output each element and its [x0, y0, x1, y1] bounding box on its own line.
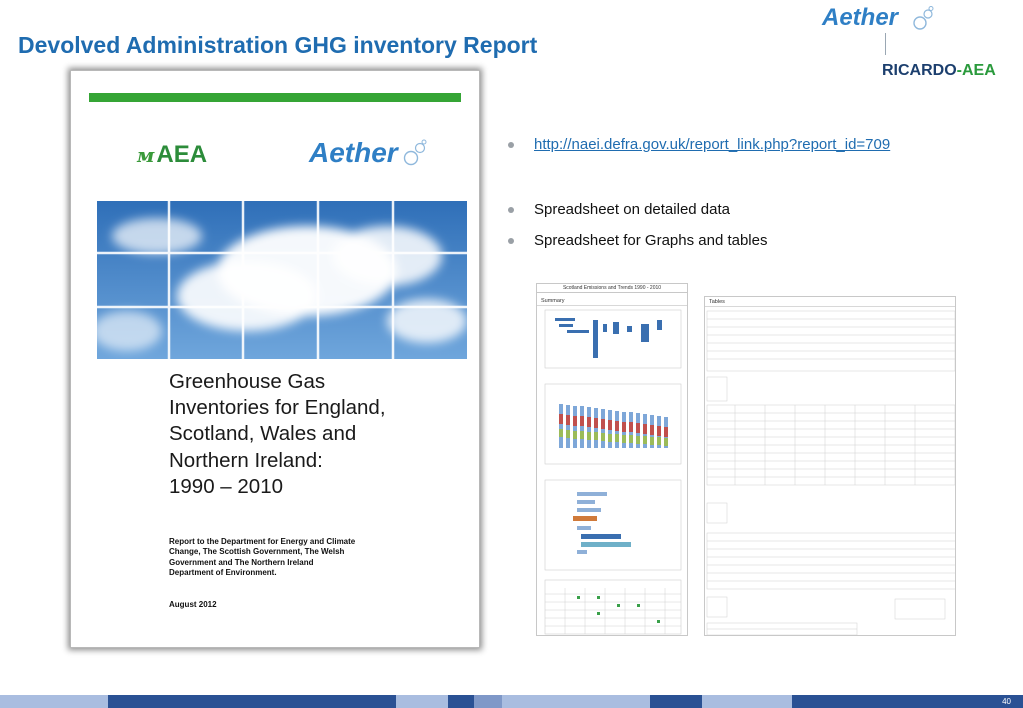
- cover-aea-text: AEA: [156, 141, 208, 168]
- page-number: 40: [1002, 697, 1011, 706]
- cover-aea-logo: [137, 141, 207, 169]
- bullet-list: [506, 136, 1006, 263]
- report-cover-image: [70, 70, 480, 648]
- cover-green-bar: [89, 93, 461, 102]
- aea-mark-icon: ᴍ: [137, 143, 155, 167]
- aether-logo-text: Aether: [822, 4, 899, 31]
- ricardo-text: RICARDO: [882, 62, 957, 79]
- slide-title: Devolved Administration GHG inventory Report: [18, 32, 538, 58]
- footer-segment: [474, 695, 502, 708]
- report-link[interactable]: http://naei.defra.gov.uk/report_link.php?report_id=709: [506, 136, 1006, 153]
- cover-heading-line-3: Scotland, Wales and: [169, 422, 357, 446]
- cover-sky-photo: [97, 201, 467, 359]
- cover-heading-line-2: Inventories for England,: [169, 396, 386, 420]
- logo-divider: [885, 33, 886, 55]
- footer-segment: [396, 695, 448, 708]
- sheet1-tab: Summary: [537, 296, 687, 306]
- cover-heading-line-5: 1990 – 2010: [169, 474, 284, 498]
- cover-heading-line-1: Greenhouse Gas: [169, 370, 326, 393]
- ricardo-sep: -: [956, 62, 962, 79]
- spreadsheet-summary-thumbnail: [536, 283, 688, 636]
- footer-bar: [0, 695, 1023, 708]
- cover-subtext: Report to the Department for Energy and Climate Change, The Scottish Government, The Welsh Government and The Northern Ireland Department of Environment.: [169, 537, 356, 578]
- footer-segment: [0, 695, 108, 708]
- bullet-graphs-tables: Spreadsheet for Graphs and tables: [506, 232, 1006, 249]
- sheet1-title-bar: Scotland Emissions and Trends 1990 - 2010: [536, 283, 688, 293]
- cover-aether-logo: [309, 137, 398, 169]
- aether-rings-icon: [912, 6, 934, 32]
- ricardo-aea-text: AEA: [962, 62, 996, 79]
- cover-aether-rings-icon: [403, 139, 427, 167]
- footer-segment: [108, 695, 174, 708]
- cover-heading-line-4: Northern Ireland:: [169, 448, 323, 472]
- sheet2-content: [705, 297, 956, 636]
- cover-heading: [169, 369, 469, 500]
- footer-segment: [502, 695, 650, 708]
- cover-date: August 2012: [169, 600, 217, 609]
- spreadsheet-tables-thumbnail: [704, 296, 956, 636]
- footer-segment: [702, 695, 792, 708]
- sheet2-tab: Tables: [705, 297, 955, 307]
- ricardo-aea-logo: [882, 62, 996, 80]
- aether-logo: [822, 4, 898, 32]
- cover-aether-text: Aether: [309, 137, 398, 168]
- sheet1-content: [537, 284, 688, 636]
- bullet-detailed-data: Spreadsheet on detailed data: [506, 201, 1006, 218]
